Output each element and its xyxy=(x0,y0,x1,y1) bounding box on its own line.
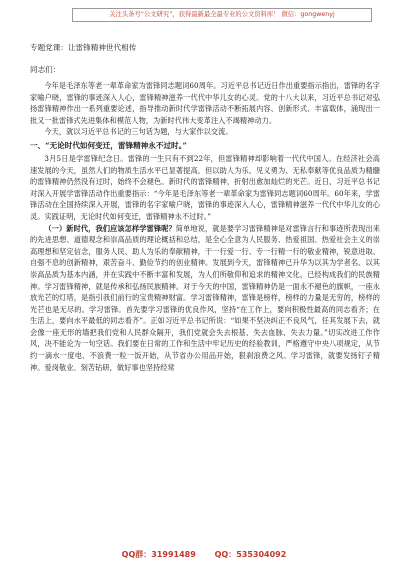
footer-qq: QQ：535304092 xyxy=(214,550,287,559)
body-paragraph: 3月5日是学雷锋纪念日。雷锋的一生只有不到22年，但雷锋精神却影响着一代代中国人。在经济社会高速发展的今天，虽然人们的物质生活水平已显著提高，但以助人为乐、见义勇为、无私奉献等优良品质为精髓的雷锋精神仍然没有过时，始终不会褪色。新时代的雷锋精神，折射出愈加灿烂的光芒。近日，习近平总书记对深入开展学雷锋活动作出重要指示：“今年是毛泽东等老一辈革命家为雷锋同志题词60周年。60年来，学雷锋活动在全国持续深入开展，雷锋的名字家喻户晓，雷锋的事迹深入人心，雷锋精神滋养一代代中华儿女的心灵。实践证明，无论时代如何变迁，雷锋精神永不过时。” xyxy=(30,153,380,221)
footer-qq-group: QQ群：31991489 xyxy=(121,550,196,559)
section-heading: 一、“无论时代如何变迁，雷锋精神永不过时。” xyxy=(30,140,187,150)
intro-paragraph: 今年是毛泽东等老一辈革命家为雷锋同志题词60周年。习近平总书记近日作出重要指示指出，雷锋的名字家喻户晓，雷锋的事迹深入人心，雷锋精神滋养一代代中华儿女的心灵。党的十八大以来，习近平总书记对弘扬雷锋精神作出一系列重要论述，指导推动新时代学雷锋活动不断拓展内容、创新形式、丰富载体，涌现出一批又一批雷锋式先进集体和模范人物，为新时代伟大变革注入不竭精神动力。 xyxy=(30,81,380,125)
document-title: 专题党课：让雷锋精神世代相传 xyxy=(30,43,137,52)
salutation: 同志们： xyxy=(30,65,61,74)
header-banner: 关注头条号“公文研究”，获得最新最全最专业的公文资料库！ 微信：gongwenyj xyxy=(72,8,372,22)
document-body xyxy=(30,38,380,373)
sub-heading: （一）新时代，我们应该怎样学雷锋呢？ xyxy=(44,223,176,233)
body-paragraph xyxy=(30,223,380,374)
intro-paragraph: 今天，就以习近平总书记的三句话为题，与大家作以交流。 xyxy=(44,127,233,137)
footer-contact xyxy=(0,549,408,563)
sub-paragraph-text: 简单地说，就是要学习雷锋精神是对雷锋言行和事迹所表现出来的先进思想、道德观念和崇高品质的理论概括和总结，是全心全意为人民服务、热爱祖国、热爱社会主义的崇高理想和坚定信念，服务人民、助人为乐的奉献精神，干一行爱一行、专一行精一行的敬业精神，锐意进取、自强不息的创新精神，艰苦奋斗、勤俭节约的创业精神。发展到今天，雷锋精神已升华为以其为学者名、以其崇高品质为基本内涵，并在实践中不断丰富和发展，为人们所敬仰和追求的精神文化，已经构成我们的民族精神。学习雷锋精神，就是传承和弘扬民族精神。对于今天的中国，雷锋精神仍是一面永不褪色的旗帜，一座永放光芒的灯塔，是指引我们前行的宝贵精神财富。学习雷锋精神，雷锋是榜样，榜样的力量是无穷的，榜样的光芒也是无尽的。学习雷锋。首先要学习雷锋的优良作风，坚持“在工作上，要向积极性最高的同志看齐；在生活上，要向水平最低的同志看齐”。正如习近平总书记所说：“如果不坚决纠正不良风气，任其发展下去，就会像一座无形的墙把我们党和人民群众隔开，我们党就会失去根基、失去血脉、失去力量。”切实改进工作作风，决不能论为一句空话。我们要在日常的工作和生活中牢记历史的经验教训，严格遵守中央八项规定，从节约一滴水一度电、不浪费一粒一饭开始，从节省办公用品开始，狠刹浪费之风。学习雷锋，就要发扬钉子精神。爱岗敬业、刻苦钻研，做好事也坚持经常 xyxy=(30,223,381,372)
